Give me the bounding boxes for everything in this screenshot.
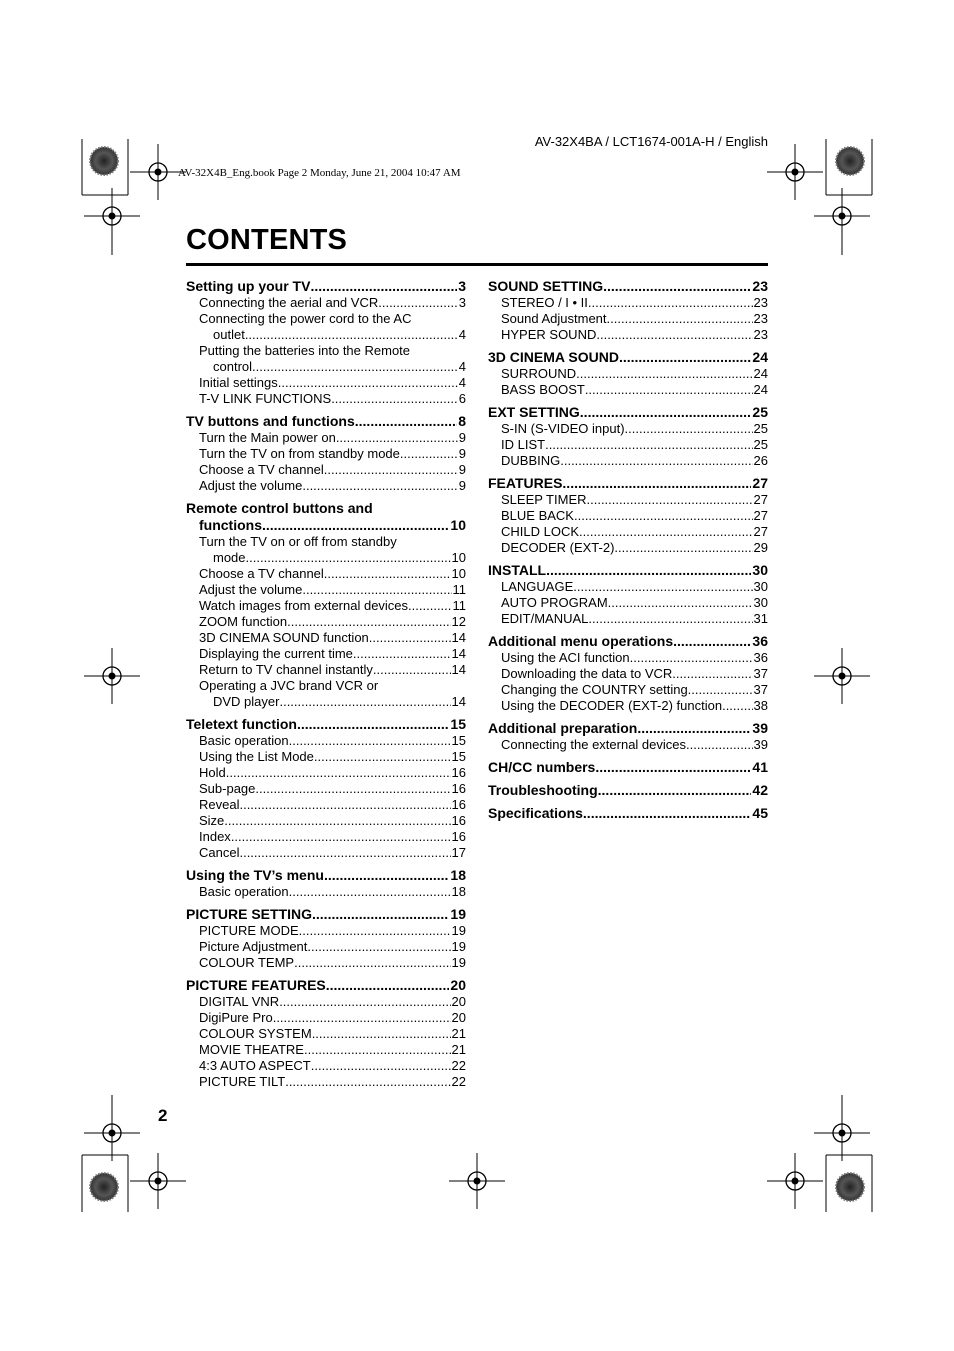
- toc-entry[interactable]: DigiPure Pro ..... 20: [186, 1010, 466, 1026]
- toc-entry[interactable]: Operating a JVC brand VCR or: [199, 678, 379, 693]
- page-title: CONTENTS: [186, 224, 348, 256]
- toc-heading[interactable]: Remote control buttons and: [186, 500, 373, 516]
- toc-entry[interactable]: DUBBING ..... 26: [488, 453, 768, 469]
- toc-heading[interactable]: TV buttons and functions ..... 8: [186, 411, 466, 430]
- toc-entry[interactable]: Choose a TV channel ..... 10: [186, 566, 466, 582]
- toc-entry[interactable]: Return to TV channel instantly ..... 14: [186, 662, 466, 678]
- toc-entry[interactable]: Basic operation ..... 18: [186, 884, 466, 900]
- toc-entry-continued[interactable]: DVD player ..... 14: [186, 694, 466, 710]
- toc-entry[interactable]: Connecting the aerial and VCR ..... 3: [186, 295, 466, 311]
- toc-entry[interactable]: Using the List Mode ..... 15: [186, 749, 466, 765]
- toc-entry-continued[interactable]: outlet ..... 4: [186, 327, 466, 343]
- toc-heading[interactable]: INSTALL ..... 30: [488, 560, 768, 579]
- toc-entry[interactable]: SLEEP TIMER ..... 27: [488, 492, 768, 508]
- toc-entry[interactable]: Turn the Main power on ..... 9: [186, 430, 466, 446]
- toc-entry[interactable]: PICTURE MODE ..... 19: [186, 923, 466, 939]
- toc-entry[interactable]: ID LIST ..... 25: [488, 437, 768, 453]
- toc-heading[interactable]: Using the TV’s menu ..... 18: [186, 865, 466, 884]
- toc-heading[interactable]: Specifications ..... 45: [488, 803, 768, 822]
- toc-heading[interactable]: Additional menu operations ..... 36: [488, 631, 768, 650]
- toc-entry[interactable]: Index ..... 16: [186, 829, 466, 845]
- toc-entry[interactable]: Displaying the current time ..... 14: [186, 646, 466, 662]
- toc-entry[interactable]: AUTO PROGRAM ..... 30: [488, 595, 768, 611]
- toc-heading[interactable]: EXT SETTING ..... 25: [488, 402, 768, 421]
- toc-heading[interactable]: Teletext function ..... 15: [186, 714, 466, 733]
- toc-entry[interactable]: T-V LINK FUNCTIONS ..... 6: [186, 391, 466, 407]
- toc-entry[interactable]: BASS BOOST ..... 24: [488, 382, 768, 398]
- toc-heading[interactable]: CH/CC numbers ..... 41: [488, 757, 768, 776]
- toc-entry[interactable]: Adjust the volume ..... 11: [186, 582, 466, 598]
- toc-entry-continued[interactable]: control ..... 4: [186, 359, 466, 375]
- toc-entry[interactable]: Connecting the external devices ..... 39: [488, 737, 768, 753]
- toc-entry[interactable]: Cancel ..... 17: [186, 845, 466, 861]
- toc-heading[interactable]: PICTURE SETTING ..... 19: [186, 904, 466, 923]
- toc-heading[interactable]: PICTURE FEATURES ..... 20: [186, 975, 466, 994]
- toc-entry[interactable]: PICTURE TILT ..... 22: [186, 1074, 466, 1090]
- toc-entry[interactable]: Downloading the data to VCR ..... 37: [488, 666, 768, 682]
- toc-entry[interactable]: Basic operation ..... 15: [186, 733, 466, 749]
- toc-heading[interactable]: 3D CINEMA SOUND ..... 24: [488, 347, 768, 366]
- toc-entry[interactable]: Hold ..... 16: [186, 765, 466, 781]
- toc-entry[interactable]: S-IN (S-VIDEO input) ..... 25: [488, 421, 768, 437]
- document-id: AV-32X4BA / LCT1674-001A-H / English: [534, 134, 768, 149]
- toc-entry[interactable]: Adjust the volume ..... 9: [186, 478, 466, 494]
- toc-entry[interactable]: Sound Adjustment ..... 23: [488, 311, 768, 327]
- toc-entry[interactable]: Turn the TV on or off from standby: [199, 534, 397, 549]
- toc-entry[interactable]: Putting the batteries into the Remote: [199, 343, 411, 358]
- toc-entry[interactable]: Using the ACI function ..... 36: [488, 650, 768, 666]
- toc-heading[interactable]: Troubleshooting ..... 42: [488, 780, 768, 799]
- toc-heading-continued[interactable]: functions ..... 10: [186, 517, 466, 534]
- toc-entry[interactable]: SURROUND ..... 24: [488, 366, 768, 382]
- toc-heading[interactable]: Additional preparation ..... 39: [488, 718, 768, 737]
- toc-entry[interactable]: DECODER (EXT-2) ..... 29: [488, 540, 768, 556]
- toc-entry[interactable]: CHILD LOCK ..... 27: [488, 524, 768, 540]
- toc-entry[interactable]: MOVIE THEATRE ..... 21: [186, 1042, 466, 1058]
- toc-heading[interactable]: SOUND SETTING ..... 23: [488, 276, 768, 295]
- toc-entry[interactable]: Watch images from external devices ..... 11: [186, 598, 466, 614]
- toc-entry[interactable]: Sub-page ..... 16: [186, 781, 466, 797]
- toc-entry[interactable]: Connecting the power cord to the AC: [199, 311, 412, 326]
- toc-entry[interactable]: COLOUR TEMP ..... 19: [186, 955, 466, 971]
- toc-entry[interactable]: Size ..... 16: [186, 813, 466, 829]
- toc-entry[interactable]: 3D CINEMA SOUND function ..... 14: [186, 630, 466, 646]
- toc-entry[interactable]: Picture Adjustment ..... 19: [186, 939, 466, 955]
- toc-entry-continued[interactable]: mode ..... 10: [186, 550, 466, 566]
- toc-entry[interactable]: ZOOM function ..... 12: [186, 614, 466, 630]
- toc-entry[interactable]: Choose a TV channel ..... 9: [186, 462, 466, 478]
- toc-entry[interactable]: HYPER SOUND ..... 23: [488, 327, 768, 343]
- page-number: 2: [158, 1106, 168, 1125]
- toc-entry[interactable]: EDIT/MANUAL ..... 31: [488, 611, 768, 627]
- toc-entry[interactable]: LANGUAGE ..... 30: [488, 579, 768, 595]
- toc-heading[interactable]: FEATURES ..... 27: [488, 473, 768, 492]
- toc-entry[interactable]: BLUE BACK ..... 27: [488, 508, 768, 524]
- toc-entry[interactable]: Reveal ..... 16: [186, 797, 466, 813]
- toc-entry[interactable]: DIGITAL VNR ..... 20: [186, 994, 466, 1010]
- toc-entry[interactable]: STEREO / I • II ..... 23: [488, 295, 768, 311]
- toc-entry[interactable]: Initial settings ..... 4: [186, 375, 466, 391]
- toc-entry[interactable]: Using the DECODER (EXT-2) function ..... 38: [488, 698, 768, 714]
- toc-entry[interactable]: 4:3 AUTO ASPECT ..... 22: [186, 1058, 466, 1074]
- toc-entry[interactable]: Turn the TV on from standby mode ..... 9: [186, 446, 466, 462]
- toc-entry[interactable]: COLOUR SYSTEM ..... 21: [186, 1026, 466, 1042]
- toc-heading[interactable]: Setting up your TV ..... 3: [186, 276, 466, 295]
- print-info-stamp: AV-32X4B_Eng.book Page 2 Monday, June 21, 2004 10:47 AM: [178, 167, 461, 179]
- toc-entry[interactable]: Changing the COUNTRY setting ..... 37: [488, 682, 768, 698]
